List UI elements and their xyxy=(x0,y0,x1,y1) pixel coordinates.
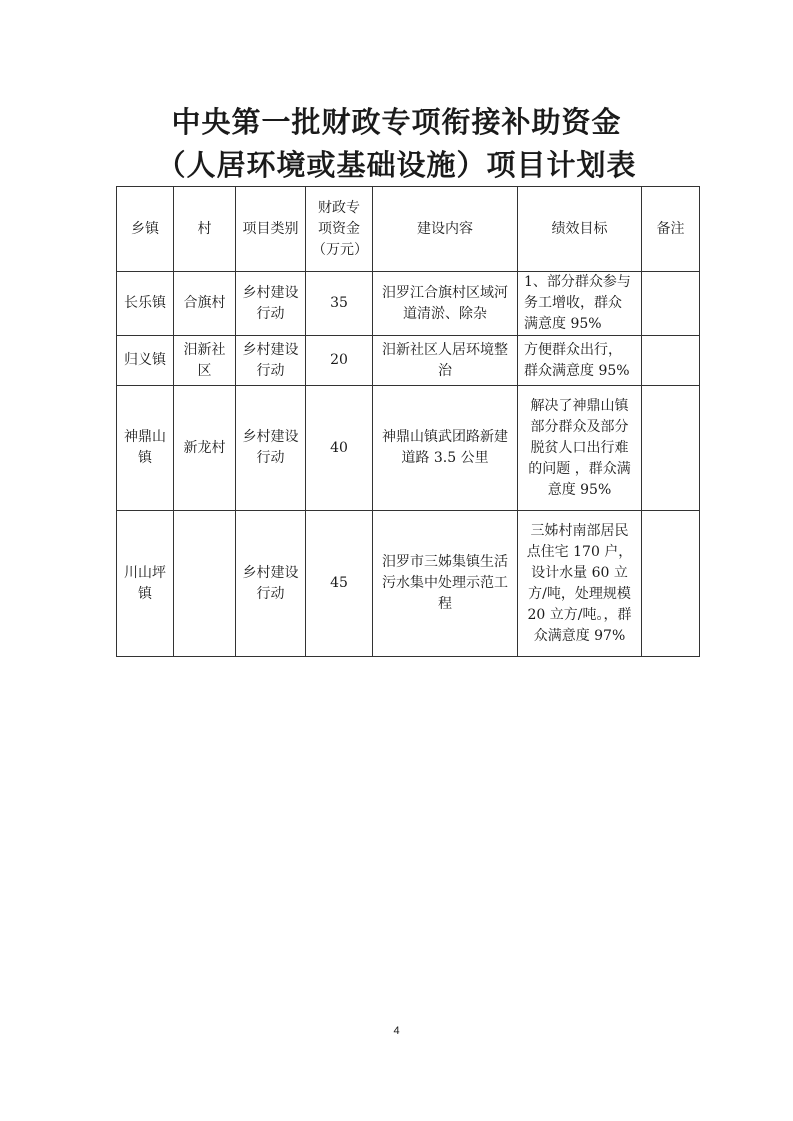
cell-township: 长乐镇 xyxy=(117,272,174,336)
header-remarks: 备注 xyxy=(642,187,700,272)
document-title-line1: 中央第一批财政专项衔接补助资金 xyxy=(171,105,622,139)
cell-funding: 35 xyxy=(306,272,373,336)
cell-project-category: 乡村建设行动 xyxy=(236,272,306,336)
header-funding: 财政专项资金（万元） xyxy=(306,187,373,272)
cell-village xyxy=(174,511,236,657)
cell-village: 合旗村 xyxy=(174,272,236,336)
header-construction-content: 建设内容 xyxy=(373,187,518,272)
cell-village: 汨新社区 xyxy=(174,336,236,386)
cell-funding: 20 xyxy=(306,336,373,386)
table-header-row xyxy=(117,187,700,272)
cell-performance-target: 解决了神鼎山镇部分群众及部分脱贫人口出行难的问题 ，群众满意度 95% xyxy=(518,386,642,511)
cell-funding: 45 xyxy=(306,511,373,657)
table-row xyxy=(117,386,700,511)
cell-performance-target: 1、部分群众参与务工增收，群众满意度 95% xyxy=(518,272,642,336)
cell-project-category: 乡村建设行动 xyxy=(236,386,306,511)
cell-township: 归义镇 xyxy=(117,336,174,386)
cell-construction-content: 汨新社区人居环境整治 xyxy=(373,336,518,386)
cell-remarks xyxy=(642,386,700,511)
cell-performance-target: 三姊村南部居民点住宅 170 户，设计水量 60 立方/吨，处理规模 20 立方/吨。，群众满意度 97% xyxy=(518,511,642,657)
cell-construction-content: 神鼎山镇武团路新建道路 3.5 公里 xyxy=(373,386,518,511)
cell-funding: 40 xyxy=(306,386,373,511)
header-performance-target: 绩效目标 xyxy=(518,187,642,272)
table-row xyxy=(117,511,700,657)
cell-township: 川山坪镇 xyxy=(117,511,174,657)
cell-project-category: 乡村建设行动 xyxy=(236,336,306,386)
cell-remarks xyxy=(642,272,700,336)
page-number: 4 xyxy=(393,1025,400,1037)
cell-remarks xyxy=(642,336,700,386)
cell-performance-target: 方便群众出行，群众满意度 95% xyxy=(518,336,642,386)
header-project-category: 项目类别 xyxy=(236,187,306,272)
cell-village: 新龙村 xyxy=(174,386,236,511)
cell-construction-content: 汨罗江合旗村区域河道清淤、除杂 xyxy=(373,272,518,336)
cell-project-category: 乡村建设行动 xyxy=(236,511,306,657)
project-plan-table xyxy=(116,186,700,657)
header-township: 乡镇 xyxy=(117,187,174,272)
table-row xyxy=(117,336,700,386)
cell-township: 神鼎山镇 xyxy=(117,386,174,511)
cell-remarks xyxy=(642,511,700,657)
cell-construction-content: 汨罗市三姊集镇生活污水集中处理示范工程 xyxy=(373,511,518,657)
document-title-line2: （人居环境或基础设施）项目计划表 xyxy=(156,148,637,182)
header-village: 村 xyxy=(174,187,236,272)
table-row xyxy=(117,272,700,336)
